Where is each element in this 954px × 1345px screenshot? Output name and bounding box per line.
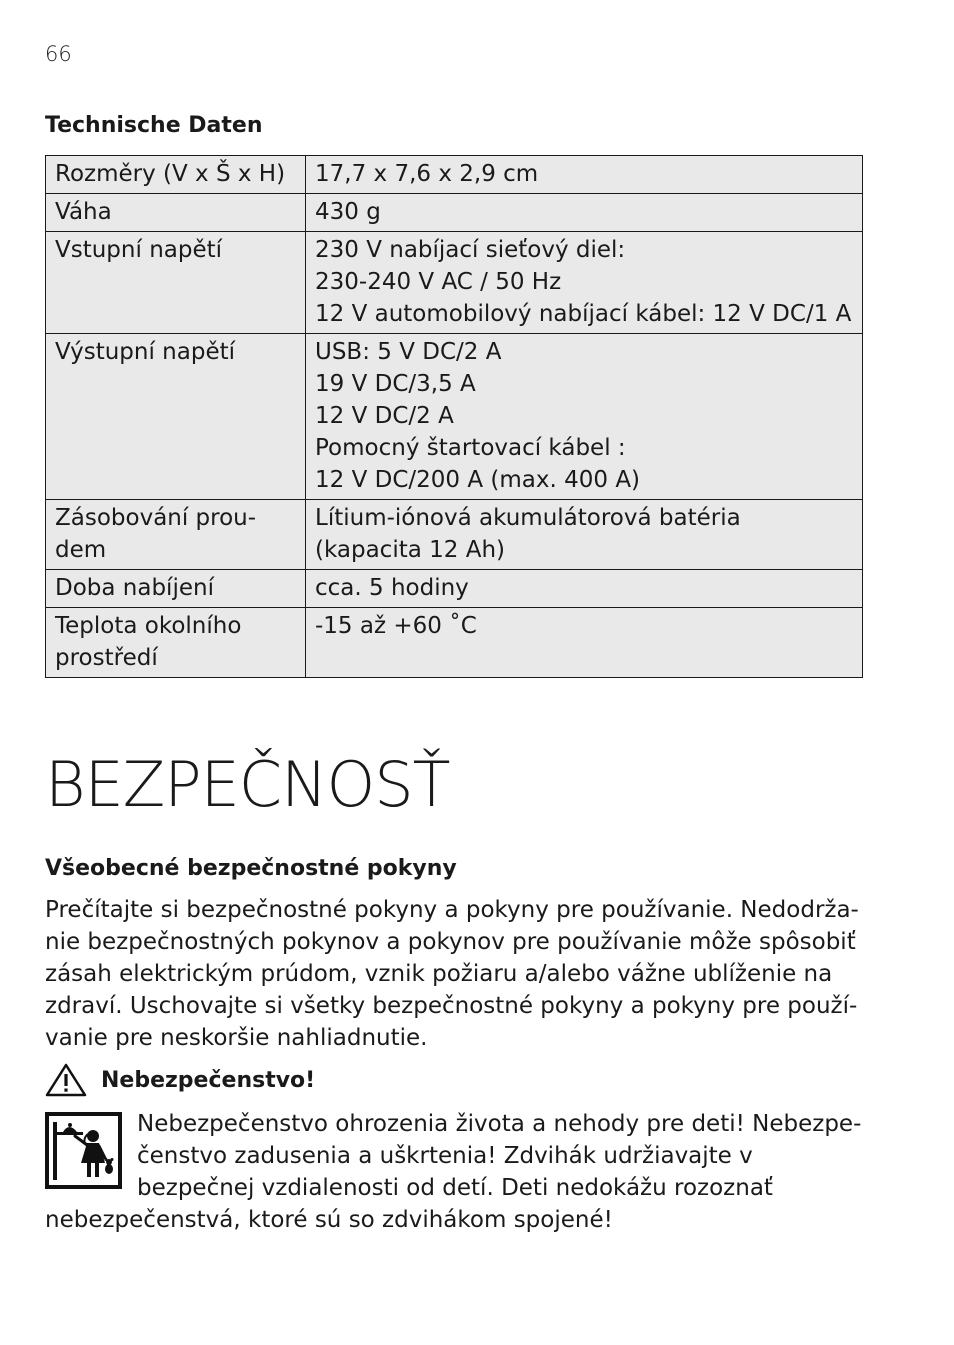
table-row [46, 232, 863, 334]
spec-value [306, 156, 863, 194]
spec-value-line: 230-240 V AC / 50 Hz [315, 269, 562, 295]
spec-value-line: USB: 5 V DC/2 A [315, 339, 502, 365]
spec-label: Vstupní napětí [46, 232, 306, 334]
spec-value [306, 500, 863, 570]
spec-label: Výstupní napětí [46, 334, 306, 500]
table-row [46, 156, 863, 194]
icon-spacer [45, 1108, 137, 1200]
spec-value [306, 608, 863, 678]
spec-value [306, 570, 863, 608]
page-number: 66 [45, 42, 72, 66]
spec-value-line: 12 V DC/2 A [315, 403, 454, 429]
spec-label: Doba nabíjení [46, 570, 306, 608]
warning-text-content: Nebezpečenstvo ohrozenia života a nehody pre deti! Nebezpe-čenstvo zadusenia a uškrtenia! Zdvihák udržiavajte v bezpečnej vzdialenosti od detí. Deti nedokážu rozoznať nebezpečenstvá, ktoré sú so zdvihákom spojené! [45, 1111, 862, 1233]
table-row [46, 608, 863, 678]
warning-text [45, 1108, 863, 1236]
spec-value-line: 17,7 x 7,6 x 2,9 cm [315, 161, 539, 187]
spec-label: Rozměry (V x Š x H) [46, 156, 306, 194]
warning-title: Nebezpečenstvo! [101, 1068, 316, 1093]
spec-value-line: 230 V nabíjací sieťový diel: [315, 237, 626, 263]
spec-value [306, 194, 863, 232]
spec-label: Teplota okolního prostředí [46, 608, 306, 678]
spec-value-line: (kapacita 12 Ah) [315, 537, 505, 563]
table-row [46, 194, 863, 232]
table-row [46, 334, 863, 500]
spec-value [306, 232, 863, 334]
technical-data-heading: Technische Daten [45, 113, 263, 138]
spec-label: Zásobování prou-dem [46, 500, 306, 570]
spec-value-line: 12 V DC/200 A (max. 400 A) [315, 467, 641, 493]
spec-label: Váha [46, 194, 306, 232]
table-row [46, 500, 863, 570]
safety-title: BEZPEČNOSŤ [45, 748, 450, 821]
spec-value-line: Lítium-iónová akumulátorová batéria [315, 505, 741, 531]
spec-value-line: -15 až +60 ˚C [315, 613, 477, 639]
warning-triangle-icon [45, 1062, 87, 1098]
spec-value-line: Pomocný štartovací kábel : [315, 435, 626, 461]
technical-data-table [45, 155, 863, 678]
spec-value-line: 430 g [315, 199, 381, 225]
table-row [46, 570, 863, 608]
spec-value-line: 12 V automobilový nabíjací kábel: 12 V DC/1 A [315, 301, 852, 327]
general-safety-text: Prečítajte si bezpečnostné pokyny a pokyny pre používanie. Nedodrža-nie bezpečnostných pokynov a pokynov pre používanie môže spôsobiť zásah elektrickým prúdom, vznik požiaru a/alebo vážne ublíženie na zdraví. Uschovajte si všetky bezpečnostné pokyny a pokyny pre použí-vanie pre neskoršie nahliadnutie. [45, 897, 859, 1051]
spec-value-line: cca. 5 hodiny [315, 575, 469, 601]
spec-value [306, 334, 863, 500]
spec-value-line: 19 V DC/3,5 A [315, 371, 476, 397]
general-safety-heading: Všeobecné bezpečnostné pokyny [45, 856, 457, 881]
